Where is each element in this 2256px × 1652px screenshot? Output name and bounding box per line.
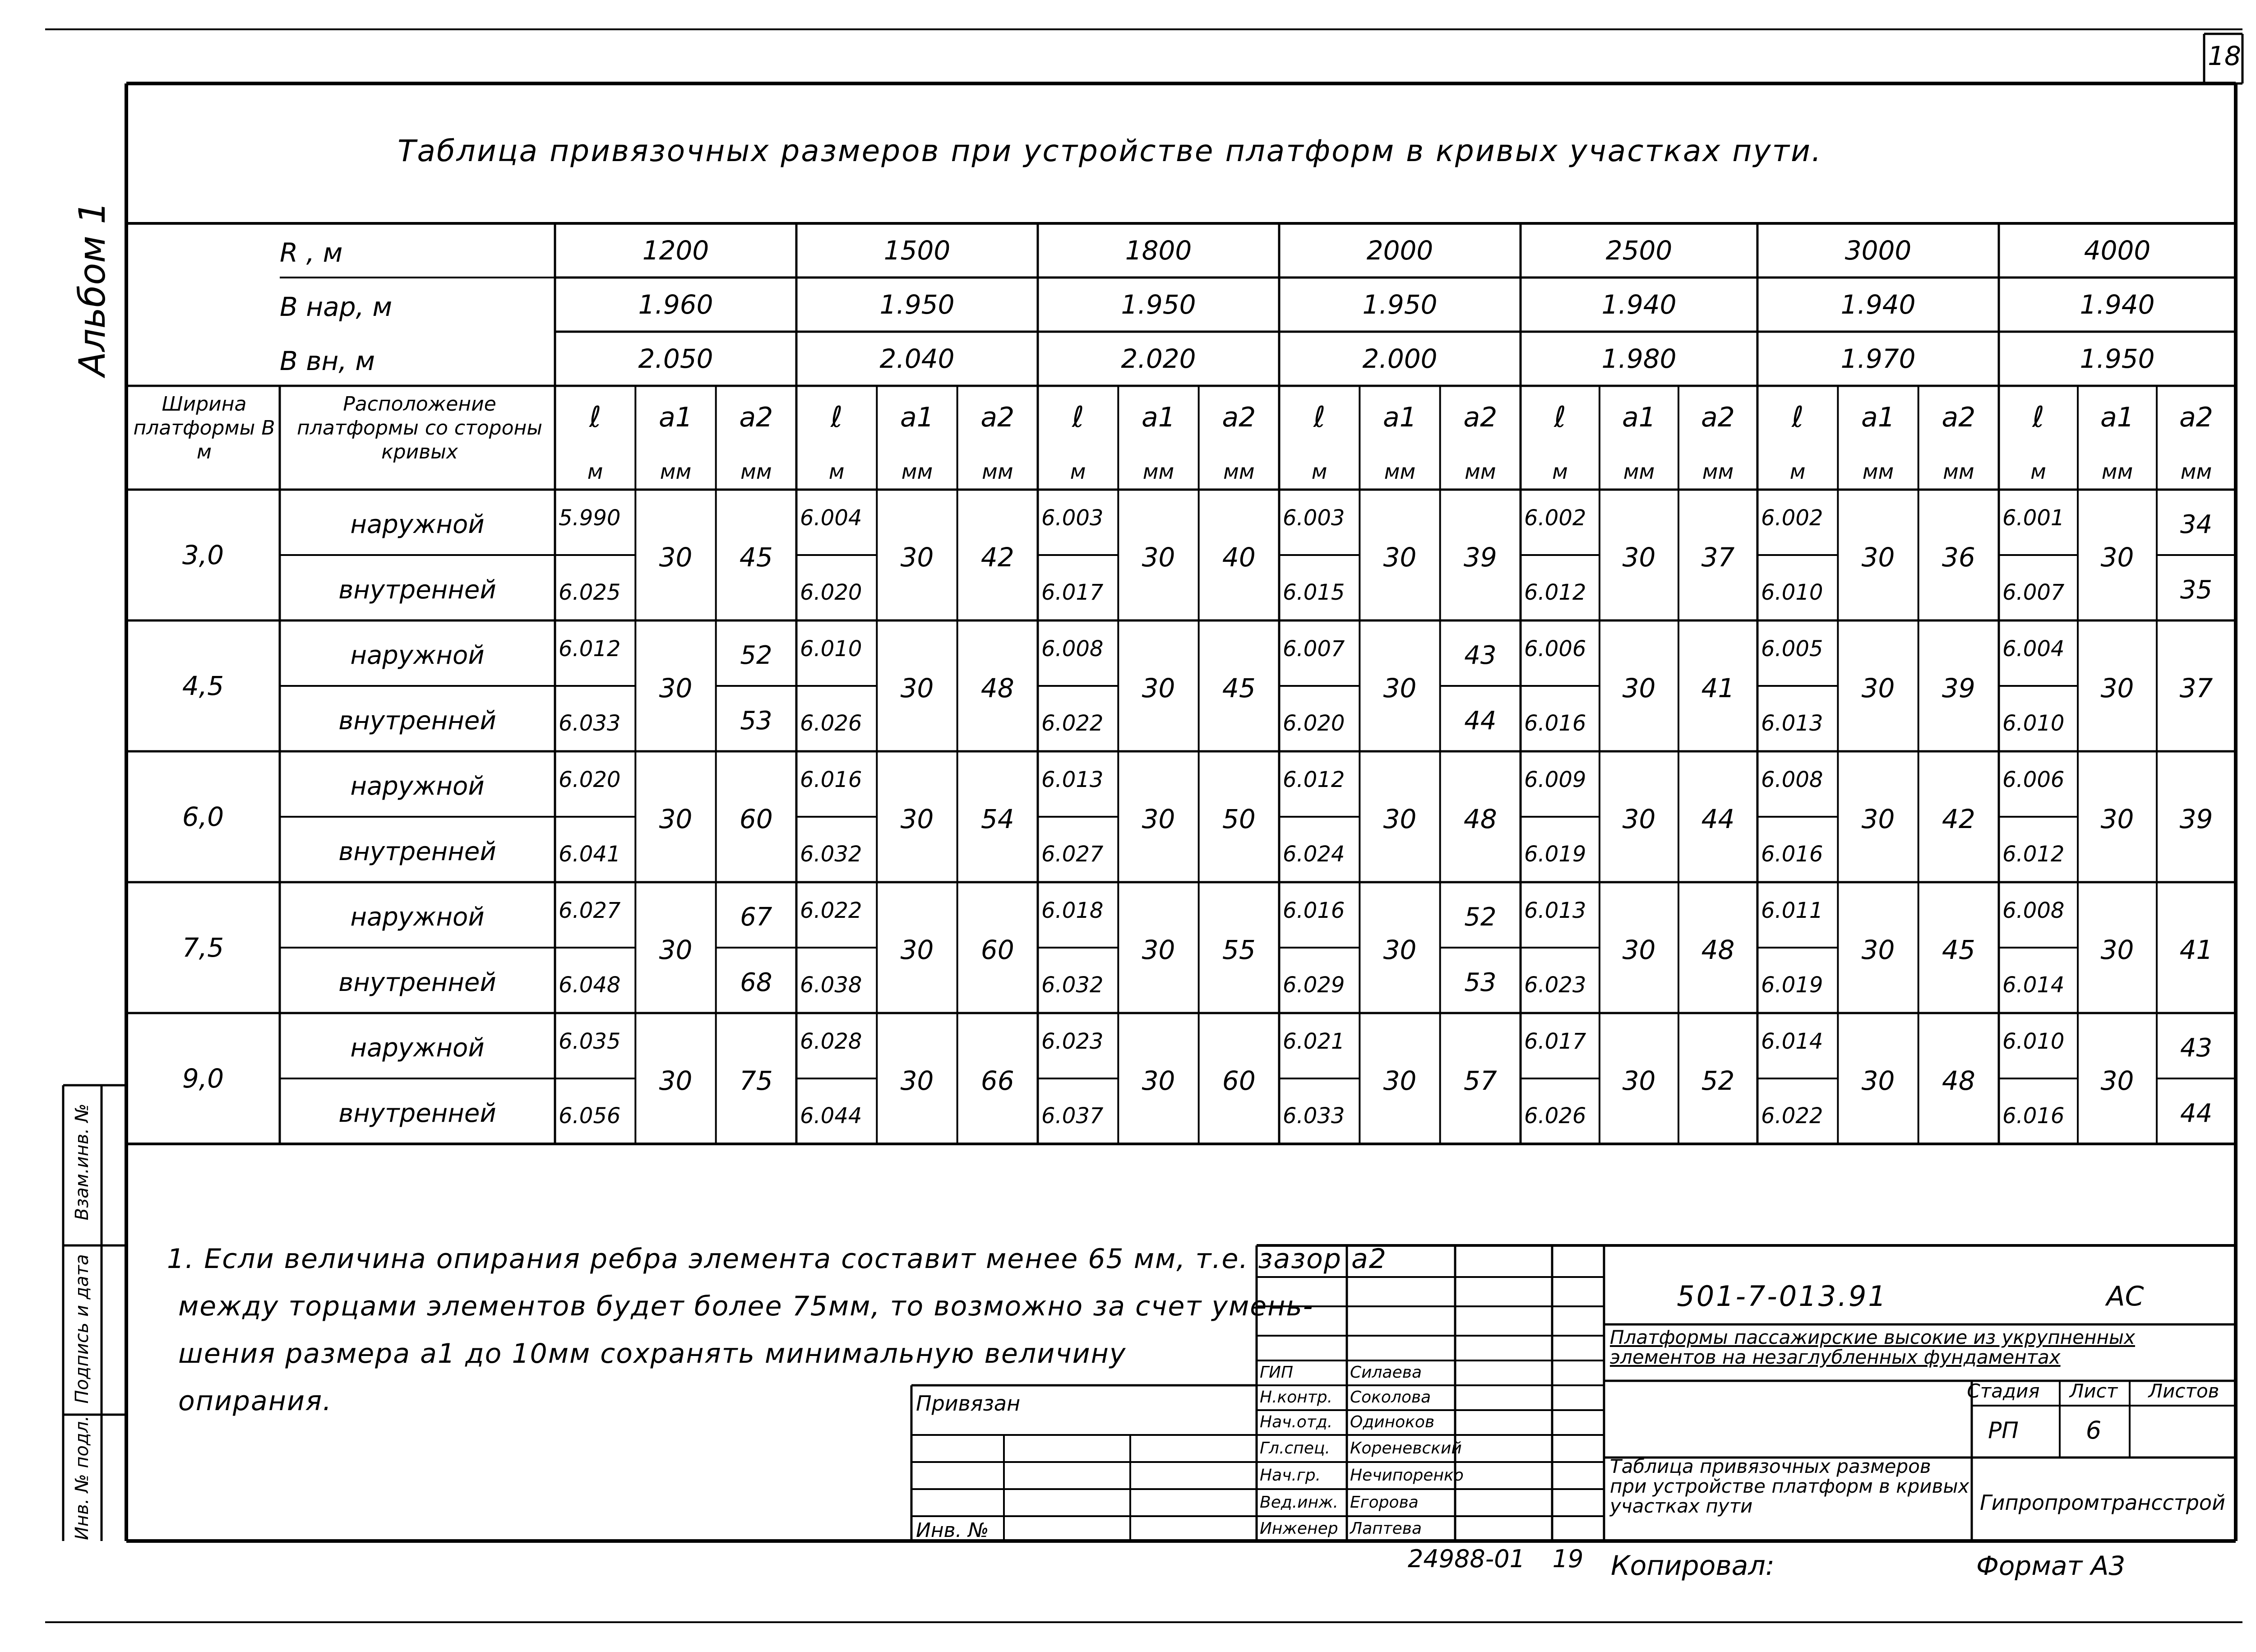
length-outer: 6.012 bbox=[1283, 767, 1345, 792]
b-inner-value: 1.980 bbox=[1601, 343, 1677, 374]
a1-value: 30 bbox=[1622, 804, 1656, 834]
a1-value: 30 bbox=[1142, 673, 1175, 703]
a2-value: 42 bbox=[1942, 804, 1975, 834]
length-inner: 6.056 bbox=[559, 1103, 621, 1129]
length-outer: 6.005 bbox=[1761, 636, 1823, 662]
radius-value: 1500 bbox=[883, 235, 951, 266]
a2-value: 39 bbox=[1942, 673, 1975, 703]
length-inner: 6.027 bbox=[1041, 841, 1104, 867]
unit-mm: мм bbox=[901, 459, 933, 484]
a1-value: 30 bbox=[900, 935, 934, 965]
unit-m: м bbox=[587, 459, 603, 484]
length-outer: 6.018 bbox=[1041, 898, 1104, 923]
unit-mm: мм bbox=[982, 459, 1013, 484]
position-inner: внутренней bbox=[338, 575, 496, 605]
unit-mm: мм bbox=[740, 459, 772, 484]
length-inner: 6.033 bbox=[1283, 1103, 1345, 1129]
position-outer: наружной bbox=[350, 509, 485, 539]
length-inner: 6.044 bbox=[800, 1103, 862, 1129]
row-label-R: R , м bbox=[280, 237, 343, 268]
a1-value: 30 bbox=[659, 935, 693, 965]
a2-value: 48 bbox=[1463, 804, 1497, 834]
a2-value: 37 bbox=[2179, 673, 2213, 703]
length-inner: 6.032 bbox=[800, 841, 862, 867]
sub-header-a2: a2 bbox=[1942, 402, 1976, 433]
sub-header-a1: a1 bbox=[1861, 402, 1895, 433]
a1-value: 30 bbox=[1142, 1065, 1175, 1096]
sheets-label: Листов bbox=[2148, 1380, 2219, 1402]
copied-label: Копировал: bbox=[1611, 1550, 1775, 1582]
length-outer: 6.020 bbox=[559, 767, 621, 792]
position-outer: наружной bbox=[350, 640, 485, 670]
sub-header-a2: a2 bbox=[739, 402, 773, 433]
a1-value: 30 bbox=[1622, 935, 1656, 965]
a2-value: 37 bbox=[1701, 542, 1735, 573]
a2-value: 41 bbox=[1701, 673, 1735, 703]
sub-header-a1: a1 bbox=[900, 402, 934, 433]
length-inner: 6.017 bbox=[1041, 579, 1104, 605]
length-outer: 6.007 bbox=[1283, 636, 1345, 662]
a2-value: 48 bbox=[1942, 1065, 1975, 1096]
b-outer-value: 1.960 bbox=[638, 289, 713, 320]
note-line: между торцами элементов будет более 75мм, то возможно за счет умень- bbox=[178, 1291, 1314, 1322]
length-outer: 6.002 bbox=[1524, 505, 1586, 531]
a2-value: 60 bbox=[980, 935, 1014, 965]
length-inner: 6.013 bbox=[1761, 710, 1823, 736]
length-inner: 6.022 bbox=[1041, 710, 1104, 736]
a2-inner-value: 44 bbox=[2180, 1098, 2213, 1128]
a1-value: 30 bbox=[900, 673, 934, 703]
a1-value: 30 bbox=[900, 1065, 934, 1096]
a2-value: 57 bbox=[1463, 1065, 1497, 1096]
stamp-name: Лаптева bbox=[1350, 1519, 1422, 1538]
length-outer: 6.001 bbox=[2002, 505, 2065, 531]
length-inner: 6.012 bbox=[2002, 841, 2065, 867]
a2-inner-value: 53 bbox=[1464, 967, 1497, 997]
length-inner: 6.023 bbox=[1524, 972, 1586, 998]
a1-value: 30 bbox=[1622, 673, 1656, 703]
note-line: 1. Если величина опирания ребра элемента составит менее 65 мм, т.е. зазор a2 bbox=[167, 1243, 1387, 1275]
a1-value: 30 bbox=[1142, 935, 1175, 965]
b-inner-value: 2.000 bbox=[1362, 343, 1438, 374]
b-outer-value: 1.950 bbox=[879, 289, 955, 320]
note-line: опирания. bbox=[178, 1385, 333, 1417]
stamp-podpis: Подпись и дата bbox=[72, 1254, 92, 1404]
a1-value: 30 bbox=[659, 1065, 693, 1096]
length-outer: 6.017 bbox=[1524, 1028, 1586, 1054]
length-outer: 6.008 bbox=[1761, 767, 1823, 792]
row-label-Bvn: B вн, м bbox=[280, 346, 375, 376]
a1-value: 30 bbox=[1383, 673, 1417, 703]
project-title: Платформы пассажирские высокие из укрупненных элементов на незаглубленных фундаментах bbox=[1610, 1326, 2135, 1369]
sub-header-a2: a2 bbox=[1701, 402, 1735, 433]
stamp-name: Соколова bbox=[1350, 1388, 1431, 1407]
unit-mm: мм bbox=[1943, 459, 1974, 484]
radius-value: 1800 bbox=[1125, 235, 1192, 266]
header-width: Ширина платформы B м bbox=[133, 393, 275, 463]
a2-value: 75 bbox=[739, 1065, 773, 1096]
b-outer-value: 1.940 bbox=[1840, 289, 1916, 320]
a1-value: 30 bbox=[1622, 542, 1656, 573]
length-inner: 6.019 bbox=[1761, 972, 1823, 998]
length-outer: 6.006 bbox=[1524, 636, 1586, 662]
length-inner: 6.019 bbox=[1524, 841, 1586, 867]
a1-value: 30 bbox=[1383, 1065, 1417, 1096]
unit-mm: мм bbox=[1223, 459, 1255, 484]
length-inner: 6.022 bbox=[1761, 1103, 1823, 1129]
stamp-inv-podl: Инв. № подл. bbox=[72, 1416, 92, 1540]
length-inner: 6.010 bbox=[1761, 579, 1823, 605]
b-outer-value: 1.950 bbox=[1121, 289, 1196, 320]
length-inner: 6.024 bbox=[1283, 841, 1345, 867]
a2-value: 48 bbox=[1701, 935, 1735, 965]
unit-m: м bbox=[1789, 459, 1806, 484]
length-outer: 6.021 bbox=[1283, 1028, 1345, 1054]
b-outer-value: 1.950 bbox=[1362, 289, 1438, 320]
unit-mm: мм bbox=[1142, 459, 1174, 484]
b-inner-value: 2.040 bbox=[879, 343, 955, 374]
length-outer: 6.014 bbox=[1761, 1028, 1823, 1054]
a2-inner-value: 44 bbox=[1464, 706, 1497, 736]
sheet-title: Таблица привязочных размеров при устройстве платформ в кривых участках пути bbox=[1610, 1455, 1969, 1518]
length-outer: 6.022 bbox=[800, 898, 862, 923]
unit-mm: мм bbox=[1702, 459, 1734, 484]
unit-mm: мм bbox=[1623, 459, 1655, 484]
a2-outer-value: 43 bbox=[1464, 640, 1497, 670]
length-inner: 6.029 bbox=[1283, 972, 1345, 998]
position-inner: внутренней bbox=[338, 967, 496, 997]
sub-header-length: ℓ bbox=[589, 401, 601, 434]
length-inner: 6.026 bbox=[1524, 1103, 1586, 1129]
sub-header-a1: a1 bbox=[1383, 402, 1417, 433]
archive-number: 24988-01 bbox=[1408, 1545, 1525, 1573]
radius-value: 2500 bbox=[1605, 235, 1673, 266]
sub-header-length: ℓ bbox=[830, 401, 843, 434]
length-inner: 6.041 bbox=[559, 841, 621, 867]
length-outer: 6.035 bbox=[559, 1028, 621, 1054]
stamp-role: Вед.инж. bbox=[1260, 1493, 1338, 1512]
length-outer: 6.023 bbox=[1041, 1028, 1104, 1054]
a2-inner-value: 68 bbox=[740, 967, 772, 997]
organization: Гипропромтрансстрой bbox=[1980, 1490, 2225, 1515]
stamp-vzam: Взам.инв. № bbox=[72, 1103, 92, 1221]
sub-header-length: ℓ bbox=[2032, 401, 2044, 434]
length-outer: 6.016 bbox=[1283, 898, 1345, 923]
radius-value: 4000 bbox=[2084, 235, 2151, 266]
length-outer: 6.013 bbox=[1524, 898, 1586, 923]
sub-header-a2: a2 bbox=[980, 402, 1015, 433]
platform-width: 4,5 bbox=[182, 671, 224, 701]
a2-value: 60 bbox=[1222, 1065, 1256, 1096]
a2-value: 50 bbox=[1222, 804, 1256, 834]
a1-value: 30 bbox=[1383, 804, 1417, 834]
length-outer: 5.990 bbox=[559, 505, 621, 531]
header-position: Расположение платформы со стороны кривых bbox=[296, 393, 543, 463]
stamp-name: Силаева bbox=[1350, 1363, 1422, 1382]
sub-header-a1: a1 bbox=[1622, 402, 1656, 433]
sub-header-length: ℓ bbox=[1554, 401, 1566, 434]
a2-inner-value: 35 bbox=[2180, 575, 2213, 605]
length-inner: 6.038 bbox=[800, 972, 862, 998]
stamp-name: Егорова bbox=[1350, 1493, 1419, 1512]
a1-value: 30 bbox=[659, 542, 693, 573]
stamp-name: Одиноков bbox=[1350, 1413, 1435, 1431]
unit-mm: мм bbox=[1465, 459, 1496, 484]
length-outer: 6.003 bbox=[1041, 505, 1104, 531]
format-label: Формат А3 bbox=[1976, 1550, 2126, 1581]
a2-value: 39 bbox=[1463, 542, 1497, 573]
a1-value: 30 bbox=[1861, 935, 1895, 965]
b-inner-value: 1.970 bbox=[1840, 343, 1916, 374]
a2-value: 52 bbox=[1701, 1065, 1735, 1096]
a2-value: 36 bbox=[1942, 542, 1975, 573]
length-inner: 6.025 bbox=[559, 579, 621, 605]
unit-mm: мм bbox=[2101, 459, 2133, 484]
length-outer: 6.028 bbox=[800, 1028, 862, 1054]
b-outer-value: 1.940 bbox=[1601, 289, 1677, 320]
b-outer-value: 1.940 bbox=[2080, 289, 2155, 320]
stamp-role: Гл.спец. bbox=[1260, 1439, 1330, 1458]
a2-outer-value: 34 bbox=[2180, 509, 2213, 539]
a1-value: 30 bbox=[900, 804, 934, 834]
a1-value: 30 bbox=[1861, 673, 1895, 703]
unit-mm: мм bbox=[1384, 459, 1416, 484]
length-inner: 6.010 bbox=[2002, 710, 2065, 736]
radius-value: 1200 bbox=[642, 235, 709, 266]
a1-value: 30 bbox=[1622, 1065, 1656, 1096]
stamp-privyazan: Привязан bbox=[916, 1391, 1021, 1416]
sub-header-length: ℓ bbox=[1791, 401, 1804, 434]
platform-width: 3,0 bbox=[182, 540, 224, 570]
platform-width: 6,0 bbox=[182, 801, 224, 832]
length-inner: 6.014 bbox=[2002, 972, 2065, 998]
position-outer: наружной bbox=[350, 771, 485, 801]
unit-m: м bbox=[1070, 459, 1086, 484]
length-outer: 6.027 bbox=[559, 898, 621, 923]
row-label-Bnar: B нар, м bbox=[280, 292, 393, 322]
platform-width: 9,0 bbox=[182, 1063, 224, 1094]
stamp-name: Нечипоренко bbox=[1350, 1466, 1464, 1485]
stage-label: Стадия bbox=[1967, 1380, 2040, 1402]
page-number: 18 bbox=[2208, 41, 2241, 71]
a1-value: 30 bbox=[659, 804, 693, 834]
a2-outer-value: 67 bbox=[740, 902, 772, 932]
position-outer: наружной bbox=[350, 902, 485, 932]
length-inner: 6.048 bbox=[559, 972, 621, 998]
position-inner: внутренней bbox=[338, 1098, 496, 1128]
stamp-role: Нач.гр. bbox=[1260, 1466, 1321, 1485]
stamp-role: Инженер bbox=[1260, 1519, 1338, 1538]
sub-header-a2: a2 bbox=[2179, 402, 2213, 433]
a2-inner-value: 53 bbox=[740, 706, 772, 736]
sub-header-a1: a1 bbox=[659, 402, 693, 433]
stamp-role: Нач.отд. bbox=[1260, 1413, 1333, 1431]
length-inner: 6.015 bbox=[1283, 579, 1345, 605]
length-inner: 6.033 bbox=[559, 710, 621, 736]
a2-outer-value: 52 bbox=[1464, 902, 1497, 932]
a2-value: 44 bbox=[1701, 804, 1735, 834]
sub-header-a1: a1 bbox=[1142, 402, 1175, 433]
sub-header-length: ℓ bbox=[1072, 401, 1084, 434]
a2-value: 41 bbox=[2179, 935, 2213, 965]
a1-value: 30 bbox=[1383, 542, 1417, 573]
length-outer: 6.003 bbox=[1283, 505, 1345, 531]
length-outer: 6.008 bbox=[2002, 898, 2065, 923]
position-outer: наружной bbox=[350, 1033, 485, 1063]
a2-value: 42 bbox=[980, 542, 1014, 573]
position-inner: внутренней bbox=[338, 706, 496, 736]
radius-value: 2000 bbox=[1366, 235, 1433, 266]
a1-value: 30 bbox=[1861, 1065, 1895, 1096]
stamp-name: Кореневский bbox=[1350, 1439, 1462, 1458]
unit-m: м bbox=[1552, 459, 1568, 484]
length-inner: 6.020 bbox=[800, 579, 862, 605]
unit-m: м bbox=[1311, 459, 1327, 484]
b-inner-value: 2.020 bbox=[1121, 343, 1196, 374]
sub-header-a2: a2 bbox=[1463, 402, 1498, 433]
unit-m: м bbox=[2030, 459, 2046, 484]
a2-outer-value: 43 bbox=[2180, 1033, 2213, 1063]
length-outer: 6.004 bbox=[2002, 636, 2065, 662]
table-title: Таблица привязочных размеров при устройстве платформ в кривых участках пути. bbox=[398, 134, 1822, 168]
length-outer: 6.011 bbox=[1761, 898, 1823, 923]
unit-mm: мм bbox=[660, 459, 692, 484]
a2-outer-value: 52 bbox=[740, 640, 772, 670]
a1-value: 30 bbox=[1861, 804, 1895, 834]
a2-value: 55 bbox=[1222, 935, 1256, 965]
b-inner-value: 2.050 bbox=[638, 343, 713, 374]
length-outer: 6.009 bbox=[1524, 767, 1586, 792]
album-label: Альбом 1 bbox=[71, 201, 113, 376]
stamp-role: ГИП bbox=[1260, 1363, 1294, 1382]
platform-width: 7,5 bbox=[182, 932, 224, 963]
a1-value: 30 bbox=[1383, 935, 1417, 965]
a1-value: 30 bbox=[2100, 935, 2134, 965]
unit-m: м bbox=[828, 459, 845, 484]
length-inner: 6.026 bbox=[800, 710, 862, 736]
sub-header-a1: a1 bbox=[2100, 402, 2134, 433]
sub-header-length: ℓ bbox=[1313, 401, 1326, 434]
a1-value: 30 bbox=[2100, 1065, 2134, 1096]
a2-value: 39 bbox=[2179, 804, 2213, 834]
drawing-code: 501-7-013.91 bbox=[1677, 1280, 1888, 1313]
a2-value: 48 bbox=[980, 673, 1014, 703]
a2-value: 54 bbox=[980, 804, 1014, 834]
length-outer: 6.008 bbox=[1041, 636, 1104, 662]
sheet-label: Лист bbox=[2069, 1380, 2118, 1402]
a1-value: 30 bbox=[2100, 542, 2134, 573]
length-outer: 6.006 bbox=[2002, 767, 2065, 792]
length-outer: 6.016 bbox=[800, 767, 862, 792]
a1-value: 30 bbox=[2100, 673, 2134, 703]
a1-value: 30 bbox=[1861, 542, 1895, 573]
length-inner: 6.016 bbox=[1761, 841, 1823, 867]
length-inner: 6.012 bbox=[1524, 579, 1586, 605]
sub-header-a2: a2 bbox=[1222, 402, 1256, 433]
a2-value: 66 bbox=[980, 1065, 1014, 1096]
length-outer: 6.002 bbox=[1761, 505, 1823, 531]
length-outer: 6.012 bbox=[559, 636, 621, 662]
position-inner: внутренней bbox=[338, 837, 496, 866]
length-inner: 6.016 bbox=[2002, 1103, 2065, 1129]
stage-value: РП bbox=[1988, 1417, 2019, 1444]
sheet-value: 6 bbox=[2085, 1416, 2102, 1444]
length-inner: 6.020 bbox=[1283, 710, 1345, 736]
radius-value: 3000 bbox=[1845, 235, 1912, 266]
drawing-mark: АС bbox=[2106, 1281, 2144, 1312]
length-inner: 6.032 bbox=[1041, 972, 1104, 998]
unit-mm: мм bbox=[2180, 459, 2212, 484]
b-inner-value: 1.950 bbox=[2080, 343, 2155, 374]
a1-value: 30 bbox=[1142, 804, 1175, 834]
a2-value: 45 bbox=[1222, 673, 1256, 703]
length-inner: 6.016 bbox=[1524, 710, 1586, 736]
length-outer: 6.010 bbox=[800, 636, 862, 662]
a1-value: 30 bbox=[659, 673, 693, 703]
a2-value: 60 bbox=[739, 804, 773, 834]
archive-page: 19 bbox=[1552, 1545, 1584, 1573]
length-outer: 6.004 bbox=[800, 505, 862, 531]
length-outer: 6.010 bbox=[2002, 1028, 2065, 1054]
length-outer: 6.013 bbox=[1041, 767, 1104, 792]
a1-value: 30 bbox=[900, 542, 934, 573]
a1-value: 30 bbox=[1142, 542, 1175, 573]
length-inner: 6.007 bbox=[2002, 579, 2065, 605]
a2-value: 45 bbox=[739, 542, 773, 573]
stamp-inv-no: Инв. № bbox=[916, 1519, 989, 1542]
stamp-role: Н.контр. bbox=[1260, 1388, 1333, 1407]
a2-value: 45 bbox=[1942, 935, 1975, 965]
a2-value: 40 bbox=[1222, 542, 1256, 573]
a1-value: 30 bbox=[2100, 804, 2134, 834]
note-line: шения размера a1 до 10мм сохранять минимальную величину bbox=[178, 1338, 1127, 1370]
unit-mm: мм bbox=[1862, 459, 1894, 484]
length-inner: 6.037 bbox=[1041, 1103, 1104, 1129]
